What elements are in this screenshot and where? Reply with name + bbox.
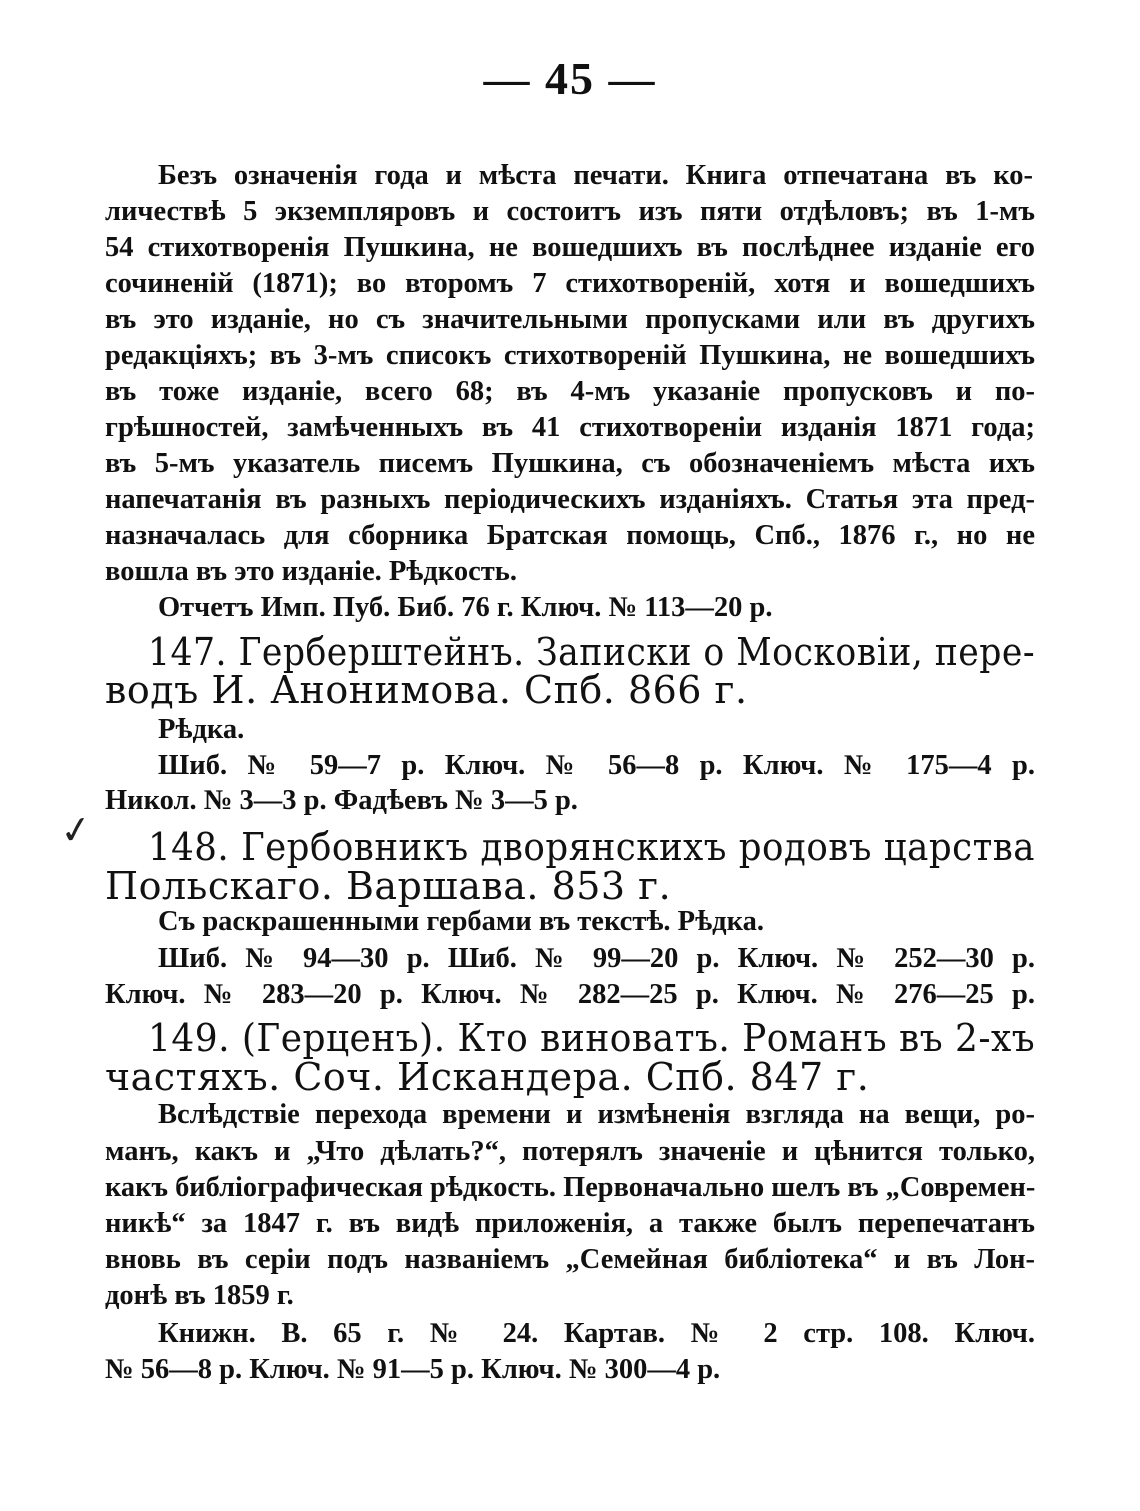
entry-149-desc-4: никѣ“ за 1847 г. въ видѣ приложенія, а также былъ перепечатанъ (105, 1208, 1035, 1239)
entry-149-prices-2: № 56—8 р. Ключ. № 91—5 р. Ключ. № 300—4 р. (105, 1354, 721, 1385)
entry-147-heading-2: водъ И. Анонимова. Спб. 866 г. (105, 668, 748, 712)
entry-149-heading-2: частяхъ. Соч. Искандера. Спб. 847 г. (105, 1055, 870, 1099)
text-line-4: сочиненій (1871); во второмъ 7 стихотвореній, хотя и вошедшихъ (105, 268, 1035, 299)
page-number: — 45 — (483, 53, 657, 104)
entry-147-note: Рѣдка. (158, 714, 245, 745)
entry-148-heading-1: 148. Гербовникъ дворянскихъ родовъ царства (148, 825, 1035, 869)
entry-149-prices-1: Книжн. В. 65 г. № 24. Картав. № 2 стр. 108. Ключ. (158, 1318, 1035, 1349)
text-line-8: грѣшностей, замѣченныхъ въ 41 стихотвореніи изданія 1871 года; (105, 412, 1035, 443)
entry-148-prices-2: Ключ. № 283—20 р. Ключ. № 282—25 р. Ключ. № 276—25 р. (105, 979, 1035, 1010)
entry-149-desc-2: манъ, какъ и „Что дѣлать?“, потерялъ значеніе и цѣнится только, (105, 1136, 1035, 1167)
text-line-3: 54 стихотворенія Пушкина, не вошедшихъ въ послѣднее изданіе его (105, 232, 1035, 263)
entry-149-desc-5: вновь въ серіи подъ названіемъ „Семейная библіотека“ и въ Лон- (105, 1244, 1035, 1275)
text-line-2: личествѣ 5 экземпляровъ и состоитъ изъ пяти отдѣловъ; въ 1-мъ (105, 196, 1035, 227)
entry-148-heading-2: Польскаго. Варшава. 853 г. (105, 864, 672, 908)
reference-line-1: Отчетъ Имп. Пуб. Биб. 76 г. Ключ. № 113—20 р. (158, 592, 773, 623)
text-line-11: назначалась для сборника Братская помощь, Спб., 1876 г., но не (105, 520, 1035, 551)
entry-148-prices-1: Шиб. № 94—30 р. Шиб. № 99—20 р. Ключ. № 252—30 р. (158, 943, 1035, 974)
text-line-5: въ это изданіе, но съ значительными пропусками или въ другихъ (105, 304, 1035, 335)
text-line-10: напечатанія въ разныхъ періодическихъ изданіяхъ. Статья эта пред- (105, 484, 1035, 515)
text-line-12: вошла въ это изданіе. Рѣдкость. (105, 556, 517, 587)
entry-149-desc-3: какъ библіографическая рѣдкость. Первоначально шелъ въ „Современ- (105, 1172, 1036, 1203)
text-line-6: редакціяхъ; въ 3-мъ списокъ стихотвореній Пушкина, не вошедшихъ (105, 340, 1035, 371)
entry-147-prices-1: Шиб. № 59—7 р. Ключ. № 56—8 р. Ключ. № 175—4 р. (158, 750, 1035, 781)
text-line-1: Безъ означенія года и мѣста печати. Книга отпечатана въ ко- (158, 160, 1033, 191)
entry-149-desc-1: Вслѣдствіе перехода времени и измѣненія взгляда на вещи, ро- (158, 1099, 1035, 1130)
entry-149-heading-1: 149. (Герценъ). Кто виноватъ. Романъ въ 2-хъ (148, 1016, 1036, 1060)
entry-148-note: Съ раскрашенными гербами въ текстѣ. Рѣдка. (158, 906, 764, 937)
text-line-9: въ 5-мъ указатель писемъ Пушкина, съ обозначеніемъ мѣста ихъ (105, 448, 1035, 479)
entry-147-heading-1: 147. Герберштейнъ. Записки о Московіи, пере- (148, 630, 1035, 674)
entry-149-desc-6: донѣ въ 1859 г. (105, 1280, 294, 1311)
checkmark-margin-note: ✓ (57, 805, 95, 855)
entry-147-prices-2: Никол. № 3—3 р. Фадѣевъ № 3—5 р. (105, 785, 578, 816)
text-line-7: въ тоже изданіе, всего 68; въ 4-мъ указаніе пропусковъ и по- (105, 376, 1035, 407)
